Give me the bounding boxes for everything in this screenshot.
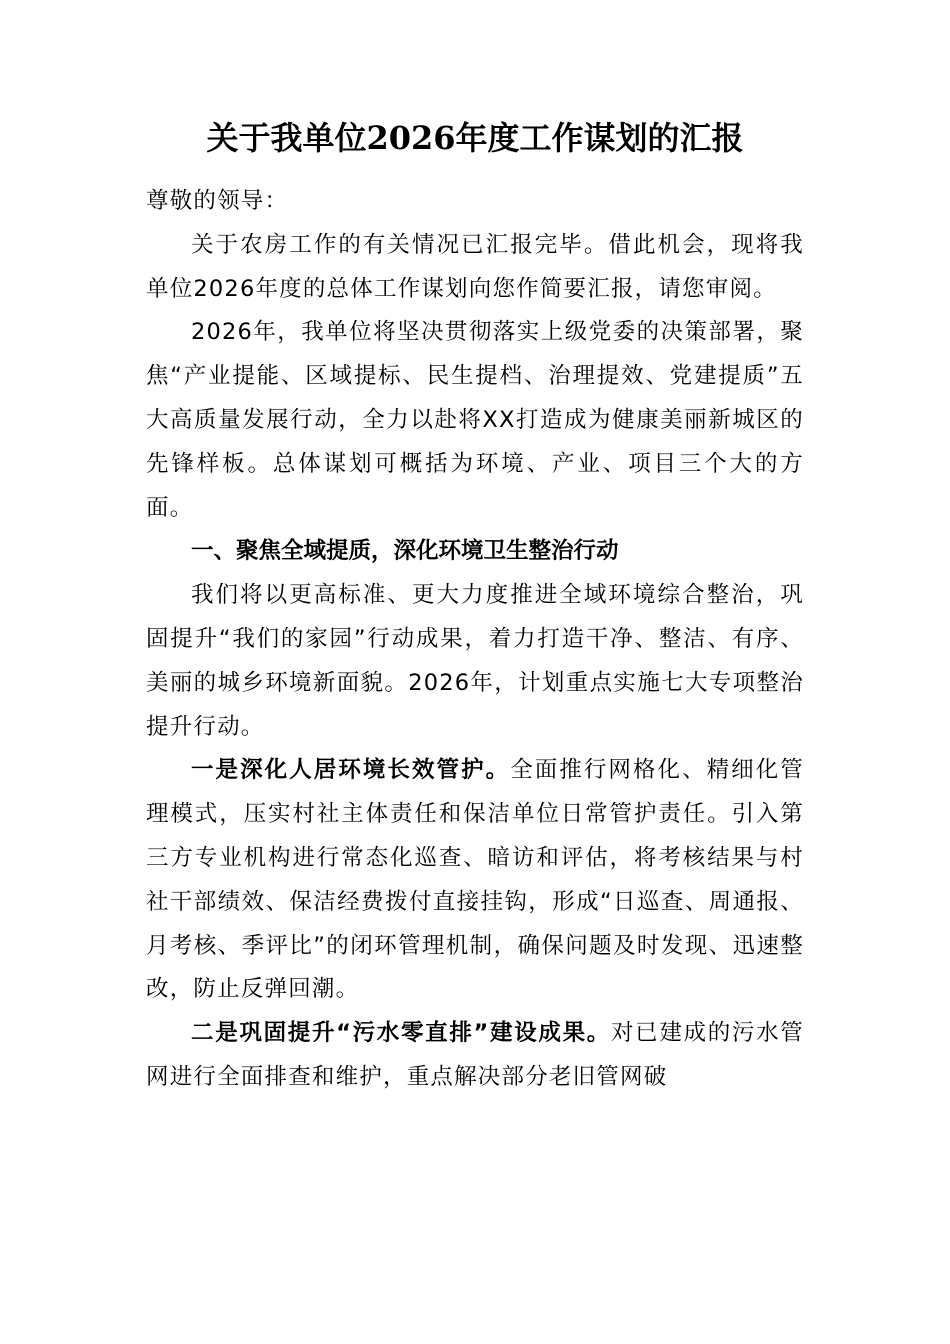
salutation: 尊敬的领导： <box>146 188 289 214</box>
document-body <box>146 180 804 1100</box>
intro-paragraph: 关于农房工作的有关情况已汇报完毕。借此机会，现将我单位2026年度的总体工作谋划向您作简要汇报，请您审阅。 <box>146 231 804 302</box>
overview-paragraph: 2026年，我单位将坚决贯彻落实上级党委的决策部署，聚焦“产业提能、区域提标、民生提档、治理提效、党建提质”五大高质量发展行动，全力以赴将XX打造成为健康美丽新城区的先锋样板。总体谋划可概括为环境、产业、项目三个大的方面。 <box>146 319 804 521</box>
document-title: 关于我单位2026年度工作谋划的汇报 <box>206 119 744 157</box>
item-lead-text: 二是巩固提升“污水零直排”建设成果。 <box>191 1020 611 1047</box>
section-item-paragraph <box>146 749 804 1012</box>
section-heading: 一、聚焦全域提质，深化环境卫生整治行动 <box>191 538 619 565</box>
section-item-paragraph <box>146 1012 804 1100</box>
item-body-text: 全面推行网格化、精细化管理模式，压实村社主体责任和保洁单位日常管护责任。引入第三方专业机构进行常态化巡查、暗访和评估，将考核结果与村社干部绩效、保洁经费拨付直接挂钩，形成“日巡查、周通报、月考核、季评比”的闭环管理机制，确保问题及时发现、迅速整改，防止反弹回潮。 <box>146 757 804 1003</box>
item-lead-text: 一是深化人居环境长效管护。 <box>191 757 511 784</box>
item-body-text: 对已建成的污水管网进行全面排查和维护，重点解决部分老旧管网破 <box>146 1020 804 1090</box>
section-intro-paragraph: 我们将以更高标准、更大力度推进全域环境综合整治，巩固提升“我们的家园”行动成果，着力打造干净、整洁、有序、美丽的城乡环境新面貌。2026年，计划重点实施七大专项整治提升行动。 <box>146 582 804 740</box>
